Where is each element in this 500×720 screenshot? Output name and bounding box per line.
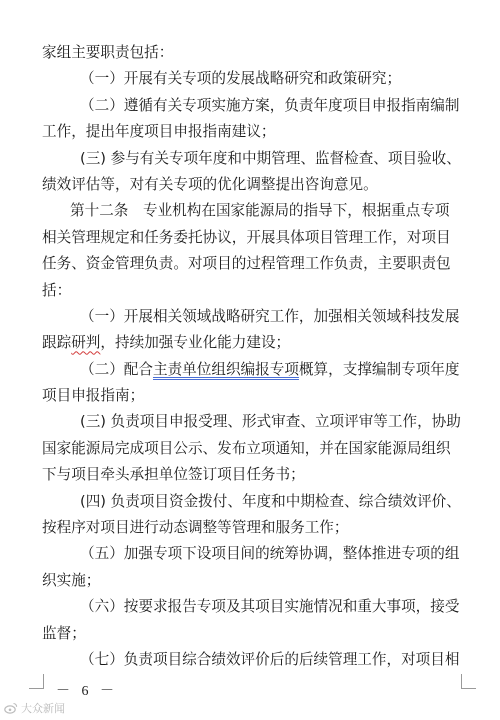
paragraph-line: （一）开展有关专项的发展战略研究和政策研究； xyxy=(80,70,402,88)
paragraph-line xyxy=(42,330,470,356)
paragraph-line: 国家能源局完成项目公示、发布立项通知，并在国家能源局组织 xyxy=(42,439,451,457)
paragraph-line: 绩效评估等，对有关专项的优化调整提出咨询意见。 xyxy=(42,175,378,193)
text-fragment: ，持续加强专业化能力建设； xyxy=(100,334,291,352)
paragraph-line: 监督； xyxy=(42,624,86,642)
paragraph-line: （一）开展相关领域战略研究工作，加强相关领域科技发展 xyxy=(80,307,460,325)
watermark xyxy=(4,700,65,716)
crop-mark-bottom-right xyxy=(461,674,476,689)
paragraph-line: 织实施； xyxy=(42,571,101,589)
paragraph-line: （五）加强专项下设项目间的统筹协调，整体推进专项的组 xyxy=(80,545,460,563)
paragraph-line: 任务、资金管理负责。对项目的过程管理工作负责，主要职责包 xyxy=(42,255,451,273)
crop-mark-bottom-left xyxy=(29,674,44,689)
paragraph-line: 下与项目牵头承担单位签订项目任务书； xyxy=(42,466,305,484)
article-heading-line: 第十二条 专业机构在国家能源局的指导下，根据重点专项 xyxy=(70,202,450,220)
paragraph-line: 项目申报指南； xyxy=(42,387,145,405)
paragraph-line: 按程序对项目进行动态调整等管理和服务工作； xyxy=(42,519,349,537)
spellcheck-marked-text: 研判 xyxy=(71,334,101,352)
text-fragment: 概算，支撑编制专项年度 xyxy=(298,360,460,378)
paragraph-line: 家组主要职责包括： xyxy=(42,44,174,61)
weibo-logo-icon xyxy=(4,702,18,714)
grammar-marked-text: 主责单位组织编报专项 xyxy=(152,360,299,378)
paragraph-line: (四) 负责项目资金拨付、年度和中期检查、综合绩效评价、 xyxy=(80,492,461,510)
paragraph-line: (三) 参与有关专项年度和中期管理、监督检查、项目验收、 xyxy=(80,149,461,167)
watermark-text: 大众新闻 xyxy=(21,702,65,715)
paragraph-line: 相关管理规定和任务委托协议，开展具体项目管理工作，对项目 xyxy=(42,228,451,246)
paragraph-line: 括： xyxy=(42,281,72,299)
document-body xyxy=(42,40,470,673)
paragraph-line: （六）按要求报告专项及其项目实施情况和重大事项，接受 xyxy=(80,598,460,616)
paragraph-line xyxy=(42,357,470,383)
paragraph-line: （二）遵循有关专项实施方案，负责年度项目申报指南编制 xyxy=(80,96,460,114)
page-number: － 6 － xyxy=(56,684,118,699)
paragraph-line: 工作，提出年度项目申报指南建议； xyxy=(42,123,276,141)
text-fragment: 跟踪 xyxy=(42,334,72,352)
paragraph-line: (三) 负责项目申报受理、形式审查、立项评审等工作，协助 xyxy=(80,413,461,431)
paragraph-line: （七）负责项目综合绩效评价后的后续管理工作，对项目相 xyxy=(80,650,460,668)
text-fragment: （二）配合 xyxy=(80,360,153,378)
